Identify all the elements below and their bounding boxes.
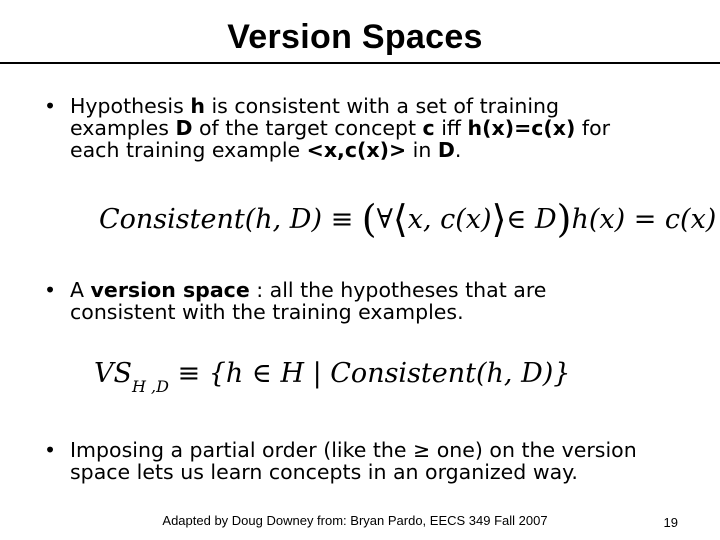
bullet-3-text [70, 439, 637, 483]
bullet-dot: • [44, 438, 57, 462]
bullet-3-line-1: Imposing a partial order (like the ≥ one) on the version [70, 438, 637, 462]
page-number: 19 [663, 515, 678, 530]
bullet-1-text [70, 95, 610, 161]
bullet-dot: • [44, 94, 57, 118]
consistent-formula: Consistent(h, D) ≡ (∀⟨x, c(x)⟩∈ D)h(x) = c(x) [99, 197, 717, 241]
bullet-1-line-2: examples D of the target concept c iff h(x)=c(x) for [70, 116, 611, 140]
footer-credit: Adapted by Doug Downey from: Bryan Pardo, EECS 349 Fall 2007 [162, 513, 548, 528]
bullet-1-line-3: each training example <x,c(x)> in D. [70, 138, 462, 162]
bullet-2-line-2: consistent with the training examples. [70, 300, 464, 324]
title-underline [0, 62, 720, 64]
bullet-1-line-1: Hypothesis h is consistent with a set of training [70, 94, 560, 118]
bullet-2-text [70, 279, 546, 323]
page-title: Version Spaces [227, 18, 483, 56]
bullet-3-line-2: space lets us learn concepts in an organized way. [70, 460, 578, 484]
version-space-formula: $VS_{H ,D} \equiv \{h$ ∈ H | Consistent(h, D)} [94, 358, 571, 396]
bullet-2-line-1: A version space : all the hypotheses that are [70, 278, 547, 302]
bullet-dot: • [44, 278, 57, 302]
